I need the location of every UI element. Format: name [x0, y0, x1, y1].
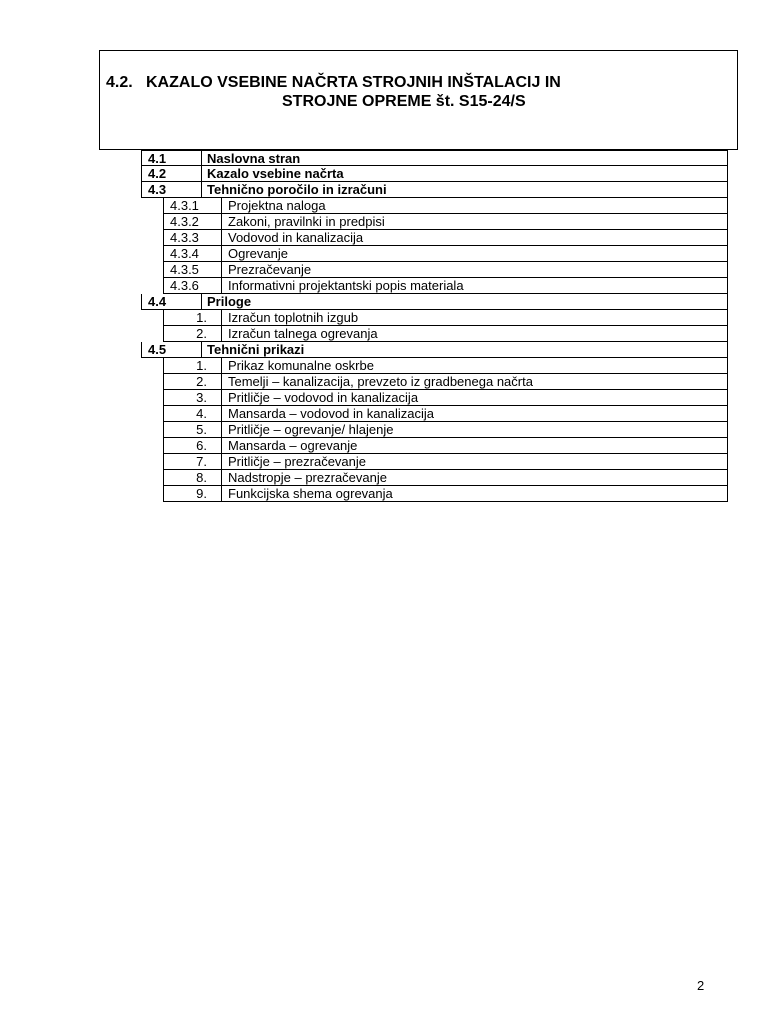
toc-row	[141, 150, 728, 166]
toc-row	[141, 422, 728, 438]
toc-label: Tehnično poročilo in izračuni	[201, 182, 728, 198]
toc-label: Prikaz komunalne oskrbe	[221, 358, 728, 374]
toc-row	[141, 374, 728, 390]
toc-label: Temelji – kanalizacija, prevzeto iz gradbenega načrta	[221, 374, 728, 390]
toc-number: 6.	[163, 438, 221, 454]
toc-row	[141, 406, 728, 422]
toc-label: Naslovna stran	[201, 150, 728, 166]
toc-number: 4.3	[141, 182, 201, 198]
toc-row	[141, 294, 728, 310]
toc-label: Nadstropje – prezračevanje	[221, 470, 728, 486]
toc-number: 1.	[163, 310, 221, 326]
toc-number: 4.3.6	[163, 278, 221, 294]
toc-label: Informativni projektantski popis materiala	[221, 278, 728, 294]
section-number: 4.2.	[106, 74, 133, 91]
title-box	[99, 50, 738, 150]
toc-row	[141, 438, 728, 454]
page-number: 2	[697, 978, 705, 993]
toc-label: Pritličje – vodovod in kanalizacija	[221, 390, 728, 406]
toc-label: Mansarda – ogrevanje	[221, 438, 728, 454]
toc-row	[141, 262, 728, 278]
toc-number: 8.	[163, 470, 221, 486]
toc-row	[141, 246, 728, 262]
toc-label: Pritličje – prezračevanje	[221, 454, 728, 470]
toc-row	[141, 390, 728, 406]
toc-label: Ogrevanje	[221, 246, 728, 262]
toc-number: 4.5	[141, 342, 201, 358]
toc-number: 4.3.4	[163, 246, 221, 262]
toc-number: 1.	[163, 358, 221, 374]
toc-label: Projektna naloga	[221, 198, 728, 214]
toc-number: 7.	[163, 454, 221, 470]
toc-row	[141, 166, 728, 182]
toc-label: Priloge	[201, 294, 728, 310]
toc-label: Izračun toplotnih izgub	[221, 310, 728, 326]
toc-row	[141, 182, 728, 198]
toc-number: 5.	[163, 422, 221, 438]
toc-row	[141, 278, 728, 294]
toc-row	[141, 310, 728, 326]
title-line-2: STROJNE OPREME št. S15-24/S	[282, 93, 526, 110]
toc-label: Izračun talnega ogrevanja	[221, 326, 728, 342]
toc-label: Vodovod in kanalizacija	[221, 230, 728, 246]
toc-number: 4.3.5	[163, 262, 221, 278]
toc-number: 4.4	[141, 294, 201, 310]
toc-label: Zakoni, pravilnki in predpisi	[221, 214, 728, 230]
toc-number: 4.2	[141, 166, 201, 182]
title-line-1: KAZALO VSEBINE NAČRTA STROJNIH INŠTALACIJ IN	[146, 74, 561, 91]
toc-row	[141, 214, 728, 230]
toc-row	[141, 486, 728, 502]
toc-number: 4.	[163, 406, 221, 422]
toc-number: 3.	[163, 390, 221, 406]
toc-row	[141, 230, 728, 246]
toc-number: 4.3.3	[163, 230, 221, 246]
toc-label: Kazalo vsebine načrta	[201, 166, 728, 182]
toc-number: 2.	[163, 326, 221, 342]
toc-label: Tehnični prikazi	[201, 342, 728, 358]
toc-label: Pritličje – ogrevanje/ hlajenje	[221, 422, 728, 438]
toc-row	[141, 358, 728, 374]
toc-row	[141, 470, 728, 486]
toc-row	[141, 342, 728, 358]
toc-label: Mansarda – vodovod in kanalizacija	[221, 406, 728, 422]
toc-label: Funkcijska shema ogrevanja	[221, 486, 728, 502]
toc-number: 9.	[163, 486, 221, 502]
toc-row	[141, 326, 728, 342]
toc-number: 4.1	[141, 150, 201, 166]
toc-number: 4.3.2	[163, 214, 221, 230]
toc-number: 2.	[163, 374, 221, 390]
toc-label: Prezračevanje	[221, 262, 728, 278]
toc-row	[141, 454, 728, 470]
page-title	[106, 74, 561, 92]
table-of-contents	[141, 150, 728, 502]
toc-row	[141, 198, 728, 214]
toc-number: 4.3.1	[163, 198, 221, 214]
